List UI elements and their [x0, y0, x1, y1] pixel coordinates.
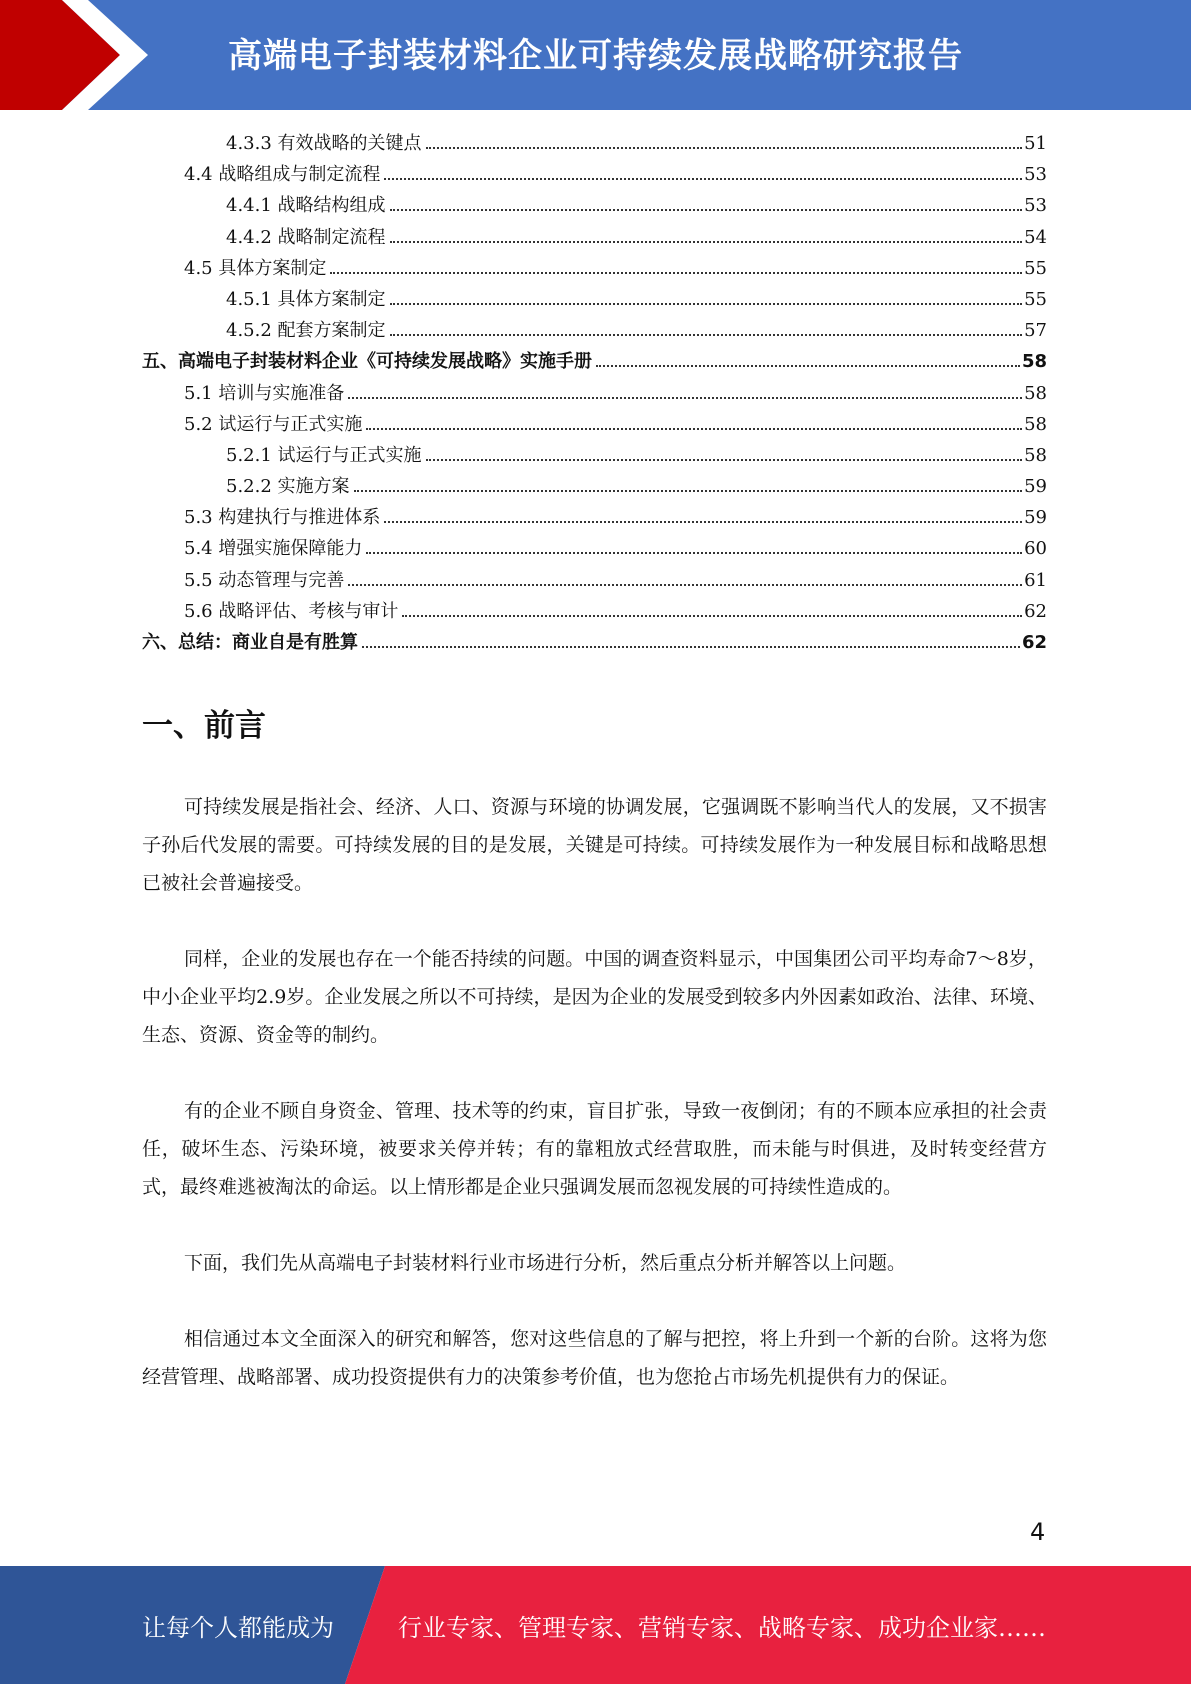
toc-entry-title: 5.2.1 试运行与正式实施	[226, 444, 422, 466]
section-heading: 一、前言	[142, 708, 266, 744]
footer-slogan-right: 行业专家、管理专家、营销专家、战略专家、成功企业家……	[398, 1614, 1046, 1642]
toc-entry[interactable]	[142, 502, 1047, 533]
toc-entry-page: 62	[1021, 632, 1047, 653]
section-body	[142, 788, 1047, 1434]
body-paragraph: 可持续发展是指社会、经济、人口、资源与环境的协调发展，它强调既不影响当代人的发展，又不损害子孙后代发展的需要。可持续发展的目的是发展，关键是可持续。可持续发展作为一种发展目标和战略思想已被社会普遍接受。	[142, 796, 1047, 894]
toc-entry-page: 62	[1024, 600, 1047, 622]
toc-entry-title: 4.3.3 有效战略的关键点	[226, 133, 422, 154]
toc-dot-leader	[390, 209, 1023, 211]
body-paragraph: 同样，企业的发展也存在一个能否持续的问题。中国的调查资料显示，中国集团公司平均寿命7～8岁，中小企业平均2.9岁。企业发展之所以不可持续，是因为企业的发展受到较多内外因素如政治、法律、环境、生态、资源、资金等的制约。	[142, 948, 1047, 1046]
toc-entry-title: 4.4 战略组成与制定流程	[184, 164, 381, 186]
body-paragraph: 下面，我们先从高端电子封装材料行业市场进行分析，然后重点分析并解答以上问题。	[184, 1252, 907, 1274]
body-paragraph: 相信通过本文全面深入的研究和解答，您对这些信息的了解与把控，将上升到一个新的台阶。这将为您经营管理、战略部署、成功投资提供有力的决策参考价值，也为您抢占市场先机提供有力的保证。	[142, 1328, 1047, 1388]
toc-entry-page: 61	[1024, 569, 1047, 591]
toc-entry-title: 4.5 具体方案制定	[184, 257, 327, 279]
body-paragraph: 有的企业不顾自身资金、管理、技术等的约束，盲目扩张，导致一夜倒闭；有的不顾本应承担的社会责任，破坏生态、污染环境，被要求关停并转；有的靠粗放式经营取胜，而未能与时俱进，及时转变经营方式，最终难逃被淘汰的命运。以上情形都是企业只强调发展而忽视发展的可持续性造成的。	[142, 1100, 1047, 1198]
toc-entry-page: 55	[1024, 257, 1047, 279]
toc-entry-page: 54	[1024, 226, 1047, 248]
toc-entry[interactable]	[142, 596, 1047, 627]
toc-dot-leader	[390, 241, 1023, 243]
toc-dot-leader	[390, 303, 1023, 305]
toc-entry-title: 4.5.1 具体方案制定	[226, 288, 386, 310]
toc-entry-title: 5.1 培训与实施准备	[184, 382, 345, 404]
toc-entry-title: 五、高端电子封装材料企业《可持续发展战略》实施手册	[142, 351, 592, 373]
toc-entry-page: 53	[1024, 195, 1047, 217]
toc-entry[interactable]	[142, 565, 1047, 596]
toc-entry-title: 5.2.2 实施方案	[226, 476, 350, 498]
header-title: 高端电子封装材料企业可持续发展战略研究报告	[228, 36, 963, 76]
toc-entry-page: 59	[1024, 507, 1047, 529]
toc-entry-title: 5.6 战略评估、考核与审计	[184, 600, 399, 622]
page-number: 4	[1030, 1518, 1046, 1546]
toc-entry[interactable]	[142, 315, 1047, 346]
toc-entry-title: 5.5 动态管理与完善	[184, 569, 345, 591]
toc-dot-leader	[362, 646, 1020, 648]
toc-entry-title: 4.4.2 战略制定流程	[226, 226, 386, 248]
toc-entry-page: 58	[1024, 444, 1047, 466]
toc-entry[interactable]	[142, 128, 1047, 159]
page-header	[0, 0, 1191, 110]
toc-entry[interactable]	[142, 440, 1047, 471]
toc-entry-title: 5.3 构建执行与推进体系	[184, 507, 381, 529]
toc-entry-page: 51	[1024, 133, 1047, 154]
toc-entry-page: 55	[1024, 288, 1047, 310]
toc-entry[interactable]	[142, 627, 1047, 658]
toc-entry[interactable]	[142, 533, 1047, 564]
toc-entry[interactable]	[142, 378, 1047, 409]
toc-entry-page: 59	[1024, 476, 1047, 498]
toc-dot-leader	[366, 428, 1022, 430]
toc-dot-leader	[426, 147, 1023, 149]
table-of-contents	[142, 128, 1047, 658]
toc-entry[interactable]	[142, 284, 1047, 315]
toc-dot-leader	[330, 272, 1022, 274]
toc-entry[interactable]	[142, 409, 1047, 440]
toc-dot-leader	[596, 365, 1020, 367]
page-footer	[0, 1566, 1191, 1684]
toc-entry[interactable]	[142, 346, 1047, 377]
toc-dot-leader	[390, 334, 1023, 336]
toc-dot-leader	[348, 397, 1022, 399]
toc-entry[interactable]	[142, 471, 1047, 502]
toc-entry[interactable]	[142, 222, 1047, 253]
toc-dot-leader	[366, 552, 1022, 554]
toc-entry-page: 53	[1024, 164, 1047, 186]
toc-entry-title: 5.4 增强实施保障能力	[184, 538, 363, 560]
toc-entry-title: 5.2 试运行与正式实施	[184, 413, 363, 435]
toc-entry-title: 4.4.1 战略结构组成	[226, 195, 386, 217]
toc-entry-title: 六、总结：商业自是有胜算	[142, 632, 358, 653]
toc-dot-leader	[384, 521, 1022, 523]
toc-entry-title: 4.5.2 配套方案制定	[226, 320, 386, 342]
toc-entry[interactable]	[142, 190, 1047, 221]
toc-dot-leader	[384, 178, 1022, 180]
toc-entry-page: 58	[1024, 382, 1047, 404]
toc-entry-page: 60	[1024, 538, 1047, 560]
toc-dot-leader	[426, 459, 1023, 461]
toc-dot-leader	[354, 490, 1023, 492]
toc-entry-page: 57	[1024, 320, 1047, 342]
toc-entry[interactable]	[142, 253, 1047, 284]
toc-entry-page: 58	[1024, 413, 1047, 435]
toc-entry[interactable]	[142, 159, 1047, 190]
toc-entry-page: 58	[1021, 351, 1047, 373]
toc-dot-leader	[402, 615, 1022, 617]
toc-dot-leader	[348, 584, 1022, 586]
footer-slogan-left: 让每个人都能成为	[142, 1614, 334, 1642]
